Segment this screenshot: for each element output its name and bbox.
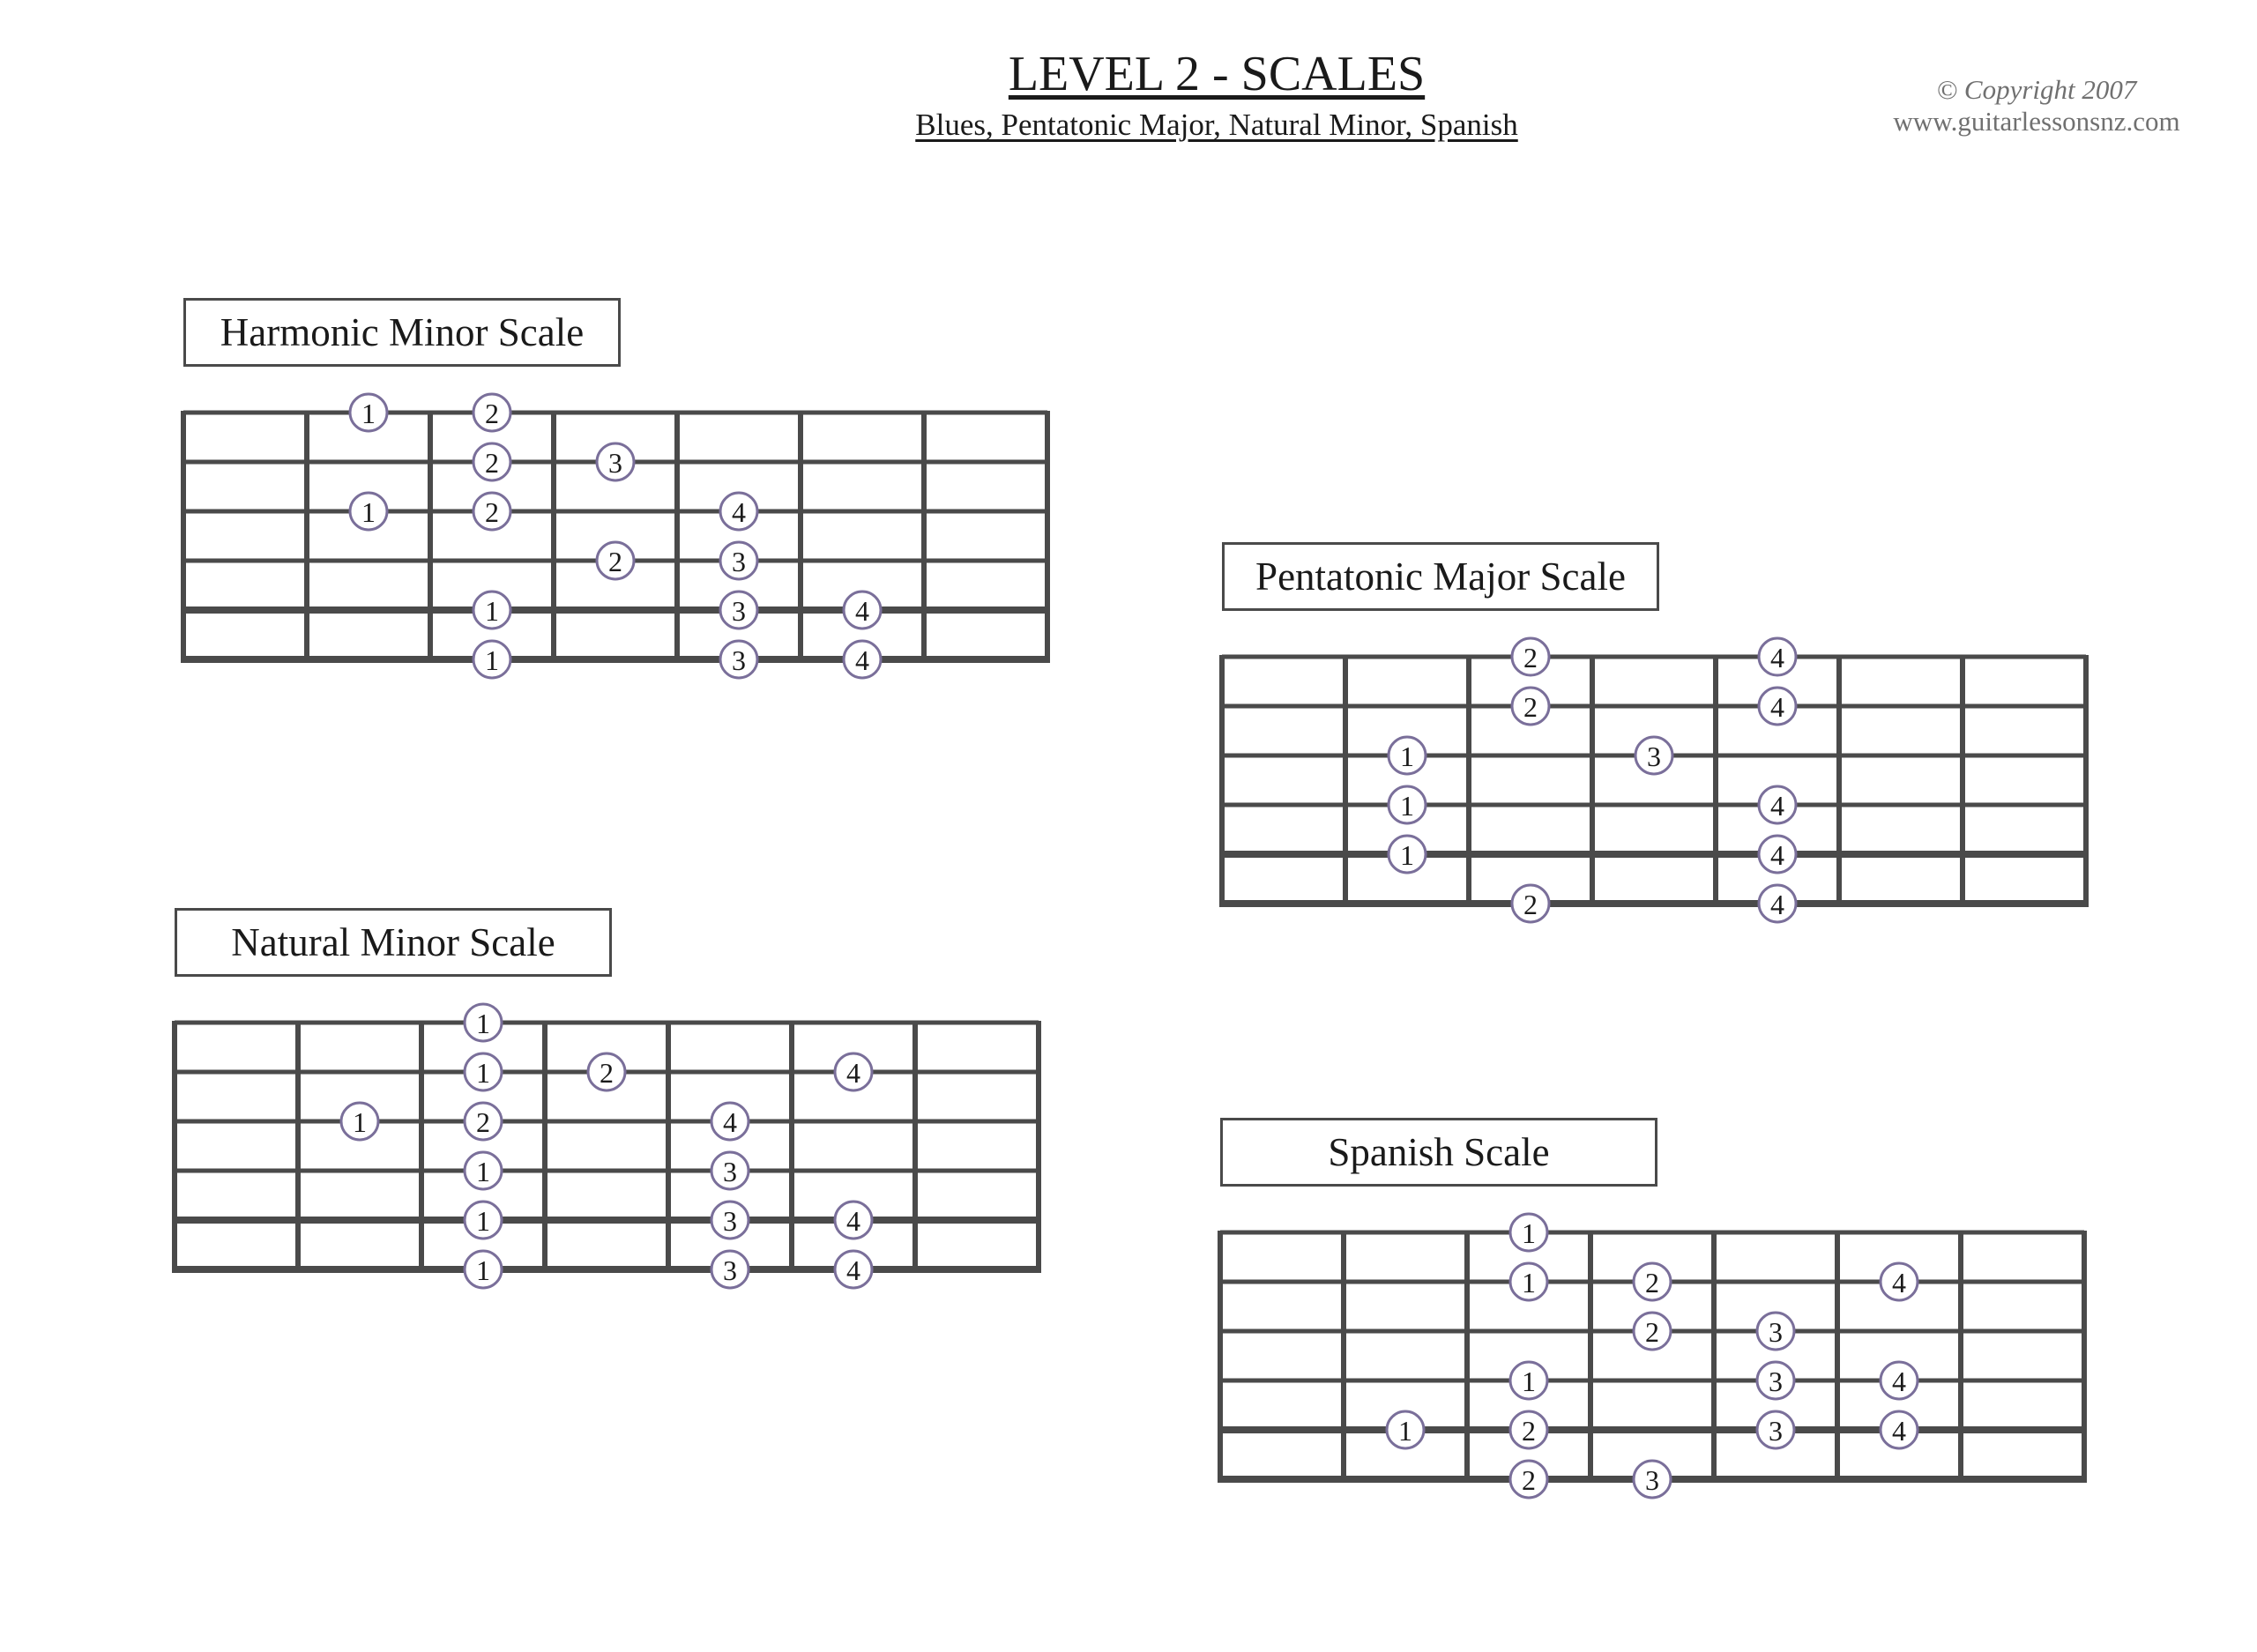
finger-dot: [1510, 1263, 1547, 1300]
finger-dot: [711, 1202, 749, 1239]
finger-number: 3: [732, 644, 746, 676]
finger-dot: [1512, 688, 1549, 725]
page-title: LEVEL 2 - SCALES: [1008, 47, 1426, 101]
finger-number: 4: [1770, 642, 1784, 673]
fretboard: [175, 1008, 1056, 1313]
finger-dot: [1635, 737, 1672, 774]
finger-number: 3: [1769, 1316, 1783, 1348]
finger-number: 2: [1523, 691, 1538, 723]
finger-dot: [1634, 1461, 1671, 1498]
finger-dot: [711, 1251, 749, 1288]
finger-number: 1: [361, 398, 376, 429]
website-url[interactable]: www.guitarlessonsnz.com: [1893, 106, 2180, 137]
finger-number: 2: [485, 496, 499, 528]
finger-dot: [341, 1103, 378, 1140]
scale-name-label: Spanish Scale: [1220, 1118, 1657, 1187]
finger-dot: [465, 1251, 502, 1288]
finger-number: 3: [723, 1205, 737, 1237]
scale-name-label: Harmonic Minor Scale: [183, 298, 621, 367]
finger-number: 1: [353, 1106, 367, 1138]
finger-dot: [1881, 1362, 1918, 1399]
finger-number: 4: [855, 644, 869, 676]
finger-number: 1: [476, 1057, 490, 1089]
finger-number: 4: [1770, 839, 1784, 871]
finger-dot: [1389, 836, 1426, 873]
finger-number: 4: [732, 496, 746, 528]
finger-number: 4: [846, 1205, 860, 1237]
finger-dot: [465, 1202, 502, 1239]
finger-number: 4: [1770, 889, 1784, 920]
finger-number: 2: [1522, 1464, 1536, 1496]
finger-dot: [465, 1053, 502, 1090]
finger-dot: [844, 592, 881, 629]
finger-number: 3: [723, 1156, 737, 1187]
finger-dot: [473, 394, 510, 431]
finger-number: 4: [1892, 1366, 1906, 1397]
finger-dot: [711, 1103, 749, 1140]
finger-number: 2: [608, 546, 622, 577]
page-subtitle: Blues, Pentatonic Major, Natural Minor, Spanish: [915, 108, 1518, 142]
finger-number: 2: [1523, 889, 1538, 920]
finger-number: 3: [1769, 1415, 1783, 1447]
finger-dot: [350, 394, 387, 431]
finger-dot: [1759, 786, 1796, 823]
fretboard: [1222, 642, 2104, 948]
finger-number: 2: [485, 447, 499, 479]
finger-dot: [597, 443, 634, 480]
finger-dot: [1387, 1411, 1424, 1448]
finger-number: 3: [723, 1254, 737, 1286]
finger-dot: [720, 542, 757, 579]
finger-number: 1: [485, 595, 499, 627]
finger-number: 1: [1400, 740, 1414, 772]
finger-number: 1: [1522, 1267, 1536, 1299]
finger-dot: [1512, 638, 1549, 675]
finger-dot: [835, 1053, 872, 1090]
finger-number: 1: [1398, 1415, 1412, 1447]
finger-number: 1: [476, 1254, 490, 1286]
finger-dot: [720, 493, 757, 530]
finger-dot: [844, 641, 881, 678]
finger-dot: [1759, 836, 1796, 873]
finger-dot: [1759, 688, 1796, 725]
finger-dot: [473, 641, 510, 678]
finger-dot: [835, 1202, 872, 1239]
finger-number: 1: [485, 644, 499, 676]
scale-name-label: Natural Minor Scale: [175, 908, 612, 977]
finger-number: 3: [608, 447, 622, 479]
finger-dot: [1389, 737, 1426, 774]
finger-number: 3: [732, 546, 746, 577]
finger-number: 2: [1645, 1267, 1659, 1299]
finger-dot: [597, 542, 634, 579]
scale-name-label: Pentatonic Major Scale: [1222, 542, 1659, 611]
finger-dot: [1757, 1411, 1794, 1448]
finger-number: 1: [476, 1205, 490, 1237]
finger-number: 4: [1770, 790, 1784, 822]
finger-number: 4: [846, 1254, 860, 1286]
finger-dot: [588, 1053, 625, 1090]
finger-number: 3: [1769, 1366, 1783, 1397]
finger-number: 2: [1522, 1415, 1536, 1447]
finger-dot: [473, 493, 510, 530]
finger-dot: [1389, 786, 1426, 823]
finger-dot: [1510, 1362, 1547, 1399]
finger-dot: [350, 493, 387, 530]
finger-number: 4: [846, 1057, 860, 1089]
finger-number: 1: [361, 496, 376, 528]
finger-number: 1: [1400, 839, 1414, 871]
finger-number: 2: [476, 1106, 490, 1138]
finger-dot: [1757, 1362, 1794, 1399]
finger-number: 4: [723, 1106, 737, 1138]
finger-dot: [835, 1251, 872, 1288]
finger-dot: [1510, 1214, 1547, 1251]
finger-dot: [465, 1152, 502, 1189]
finger-dot: [1881, 1411, 1918, 1448]
finger-number: 2: [1523, 642, 1538, 673]
finger-dot: [1759, 885, 1796, 922]
finger-number: 3: [732, 595, 746, 627]
finger-dot: [465, 1004, 502, 1041]
finger-number: 1: [476, 1008, 490, 1039]
finger-dot: [473, 443, 510, 480]
finger-dot: [1512, 885, 1549, 922]
finger-number: 2: [485, 398, 499, 429]
finger-number: 4: [1892, 1267, 1906, 1299]
finger-dot: [1634, 1313, 1671, 1350]
finger-dot: [711, 1152, 749, 1189]
finger-dot: [720, 641, 757, 678]
finger-number: 3: [1647, 740, 1661, 772]
finger-number: 4: [1892, 1415, 1906, 1447]
finger-number: 4: [855, 595, 869, 627]
finger-number: 1: [1400, 790, 1414, 822]
finger-dot: [1634, 1263, 1671, 1300]
copyright-notice: © Copyright 2007: [1936, 74, 2137, 105]
finger-number: 4: [1770, 691, 1784, 723]
finger-number: 2: [600, 1057, 614, 1089]
finger-dot: [720, 592, 757, 629]
finger-number: 3: [1645, 1464, 1659, 1496]
finger-number: 1: [476, 1156, 490, 1187]
fretboard: [1220, 1217, 2102, 1523]
finger-dot: [465, 1103, 502, 1140]
finger-dot: [1759, 638, 1796, 675]
finger-number: 1: [1522, 1366, 1536, 1397]
fretboard: [183, 398, 1065, 703]
finger-dot: [1881, 1263, 1918, 1300]
finger-dot: [1510, 1461, 1547, 1498]
finger-number: 1: [1522, 1217, 1536, 1249]
finger-dot: [1757, 1313, 1794, 1350]
finger-number: 2: [1645, 1316, 1659, 1348]
finger-dot: [473, 592, 510, 629]
finger-dot: [1510, 1411, 1547, 1448]
